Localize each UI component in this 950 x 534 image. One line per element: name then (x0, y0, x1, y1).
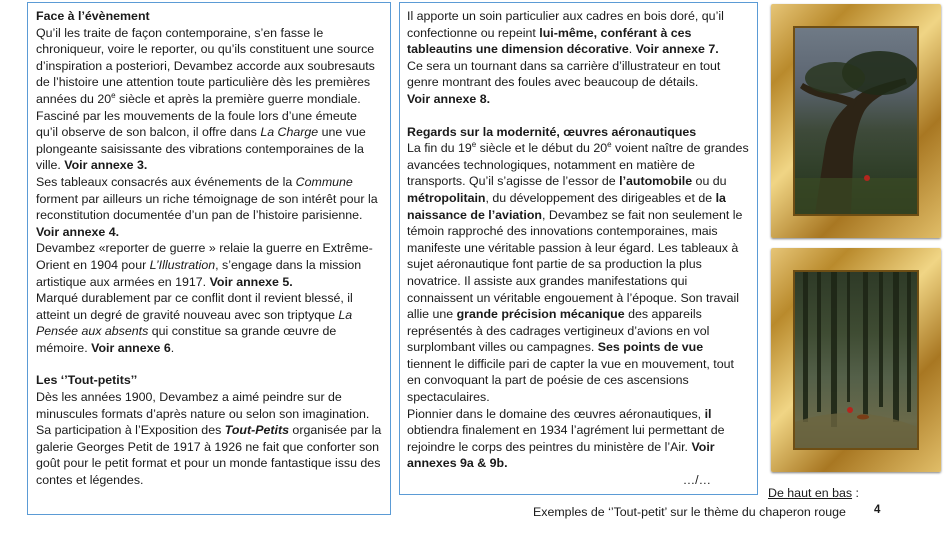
annex-reference: Voir annexe 8. (407, 91, 491, 106)
section-heading-evenement: Face à l’évènement (36, 9, 150, 23)
annex-reference: Voir annexe 3. (64, 158, 148, 173)
middle-text-box (399, 2, 758, 495)
caption-line-1: De haut en bas : (768, 486, 859, 500)
section-heading-modernite: Regards sur la modernité, œuvres aéronautiques (407, 124, 697, 139)
paragraph: Sa participation à l’Exposition des Tout-Petits organisée par la galerie Georges Petit de 1917 à 1926 ne fait que conforter son goût pour le petit format et pour un monde fantastique issu des contes et légendes. (36, 423, 382, 488)
paragraph: Qu’il les traite de façon contemporaine, s’en fasse le chroniqueur, voire le reporter, ou qu’ils constituent une source d’inspiration a posteriori, Devambez accorde aux soubresauts de l’histoire une attention toute particulière dès les premières années du 20e siècle et après la première guerre mondiale. (36, 25, 375, 106)
paragraph: Fasciné par les mouvements de la foule lors d’une émeute qu’il observe de son balcon, il offre dans La Charge une vue plongeante saisissante des vibrations contemporaines de la ville. Voir annexe 3. (36, 108, 366, 173)
continuation-mark: …/… (682, 473, 711, 488)
painting-tree-landscape (771, 4, 941, 238)
annex-reference: Voir annexes 9a & 9b. (407, 439, 715, 471)
paragraph: Il apporte un soin particulier aux cadres en bois doré, qu’il confectionne ou repeint lui-même, conférant à ces tableautins une dimension décorative. Voir annexe 7. (407, 9, 724, 57)
paragraph: Devambez «reporter de guerre » relaie la guerre en Extrême-Orient en 1904 pour L’Illustration, s’engage dans la mission artistique aux armées en 1917. Voir annexe 5. (36, 241, 373, 289)
annex-reference: Voir annexe 5. (209, 274, 293, 289)
tree-landscape-image (795, 28, 917, 214)
paragraph: Ses tableaux consacrés aux événements de la Commune forment par ailleurs un riche témoignage de son intérêt pour la reconstitution documentée d’un pan de l’histoire parisienne. Voir annexe 4. (36, 174, 378, 239)
page-number: 4 (874, 504, 881, 516)
paragraph: Marqué durablement par ce conflit dont il revient blessé, il atteint un degré de gravité nouveau avec son triptyque La Pensée aux absents qui constitue sa grande œuvre de mémoire. Voir annexe 6. (36, 291, 353, 355)
annex-reference: Voir annexe 4. (36, 224, 120, 239)
annex-reference: Voir annexe 7. (635, 42, 719, 57)
section-heading-tout-petits: Les ‘’Tout-petits’’ (36, 373, 138, 388)
paragraph: Pionnier dans le domaine des œuvres aéronautiques, il obtiendra finalement en 1934 l’agrément lui permettant de rejoindre le corps des peintres du ministère de l’Air. Voir annexes 9a & 9b. (407, 406, 725, 471)
annex-reference: Voir annexe 6 (91, 340, 171, 355)
caption-line-2: Exemples de ‘’Tout-petit’ sur le thème du chaperon rouge (533, 505, 846, 519)
paragraph: Ce sera un tournant dans sa carrière d’illustrateur en tout genre montrant des foules avec beaucoup de détails. (407, 58, 721, 90)
paragraph: Dès les années 1900, Devambez a aimé peindre sur de minuscules formats d’après nature ou selon son imagination. (36, 390, 370, 421)
forest-image (795, 272, 917, 448)
paragraph: La fin du 19e siècle et le début du 20e voient naître de grandes avancées technologiques, notamment en matière de transports. Qu’il s’agisse de l’essor de l’automobile ou du métropolitain, du développement des dirigeables et de la naissance de l’aviation, Devambez se fait non seulement le témoin rapproché des innovations contemporaines, mais manifeste une véritable passion à leur égard. Les tableaux à sujet aéronautique font partie de sa production la plus novatrice. Il assiste aux grandes manifestations qui connaissent un véritable engouement à l’époque. Son travail allie une grande précision mécanique des appareils représentés à des cadrages vertigineux d’avions en vol surplombant villes ou campagnes. Ses points de vue tiennent le difficile pari de capter la vue en mouvement, tout en convoquant la part de poésie de ces ascensions spectaculaires. (407, 140, 749, 405)
left-text-box (27, 2, 391, 515)
painting-forest-red-riding-hood (771, 248, 941, 472)
